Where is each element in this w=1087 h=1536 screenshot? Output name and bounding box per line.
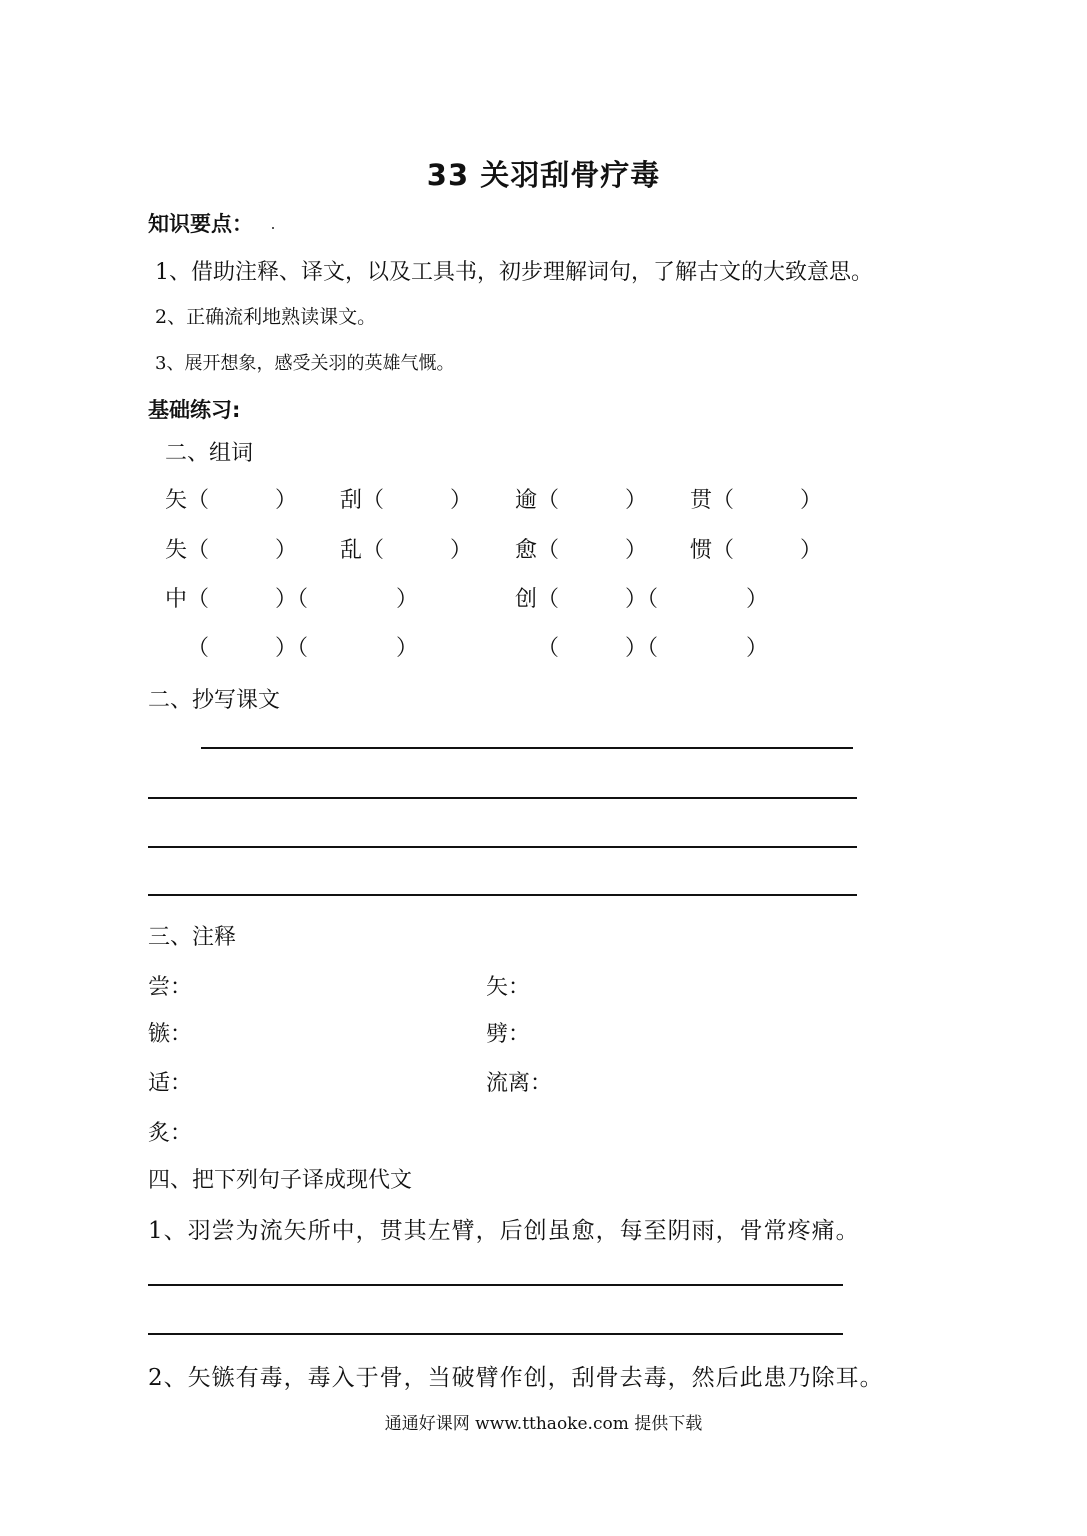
note-term: 炙： bbox=[148, 1121, 193, 1146]
knowledge-item-2: 2、正确流利地熟读课文。 bbox=[155, 306, 377, 328]
zuci-item: 惯（ ） bbox=[690, 538, 823, 563]
zuci-item: 刮（ ） bbox=[340, 488, 473, 513]
copy-line-4[interactable] bbox=[148, 894, 857, 896]
zuci-item: 贯（ ） bbox=[690, 488, 823, 513]
stray-dot bbox=[272, 227, 274, 229]
zuci-item: 逾（ ） bbox=[515, 488, 648, 513]
note-term: 矢： bbox=[486, 975, 531, 1000]
answer-line-1[interactable] bbox=[148, 1284, 843, 1286]
knowledge-item-1: 1、借助注释、译文，以及工具书，初步理解词句，了解古文的大致意思。 bbox=[155, 260, 873, 285]
copy-line-2[interactable] bbox=[148, 797, 857, 799]
zuci-item: 矢（ ） bbox=[165, 488, 298, 513]
zuci-item: 失（ ） bbox=[165, 538, 298, 563]
answer-line-2[interactable] bbox=[148, 1333, 843, 1335]
page-title: 33 关羽刮骨疗毒 bbox=[426, 158, 661, 192]
note-term: 适： bbox=[148, 1071, 193, 1096]
footer-credit: 通通好课网 www.tthaoke.com 提供下载 bbox=[384, 1414, 703, 1434]
knowledge-heading: 知识要点： bbox=[148, 212, 253, 236]
translate-sentence-2: 2、矢镞有毒，毒入于骨，当破臂作创，刮骨去毒，然后此患乃除耳。 bbox=[148, 1365, 884, 1391]
copy-label: 二、抄写课文 bbox=[148, 688, 281, 713]
note-term: 镞： bbox=[148, 1022, 193, 1047]
basic-heading: 基础练习: bbox=[148, 398, 241, 422]
note-term: 劈： bbox=[486, 1022, 531, 1047]
zuci-label: 二、组词 bbox=[165, 441, 254, 466]
zuci-item: （ ）（ ） bbox=[187, 636, 419, 661]
zuci-item: 中（ ）（ ） bbox=[165, 587, 419, 612]
copy-line-1[interactable] bbox=[201, 747, 853, 749]
note-term: 尝： bbox=[148, 975, 193, 1000]
zuci-item: 乱（ ） bbox=[340, 538, 473, 563]
notes-label: 三、注释 bbox=[148, 925, 237, 950]
knowledge-item-3: 3、展开想象，感受关羽的英雄气慨。 bbox=[155, 353, 455, 374]
copy-line-3[interactable] bbox=[148, 846, 857, 848]
zuci-item: （ ）（ ） bbox=[537, 636, 769, 661]
note-term: 流离： bbox=[486, 1071, 553, 1096]
translate-sentence-1: 1、羽尝为流矢所中，贯其左臂，后创虽愈，每至阴雨，骨常疼痛。 bbox=[148, 1218, 860, 1244]
zuci-item: 创（ ）（ ） bbox=[515, 587, 769, 612]
zuci-item: 愈（ ） bbox=[515, 538, 648, 563]
translate-label: 四、把下列句子译成现代文 bbox=[148, 1168, 413, 1193]
